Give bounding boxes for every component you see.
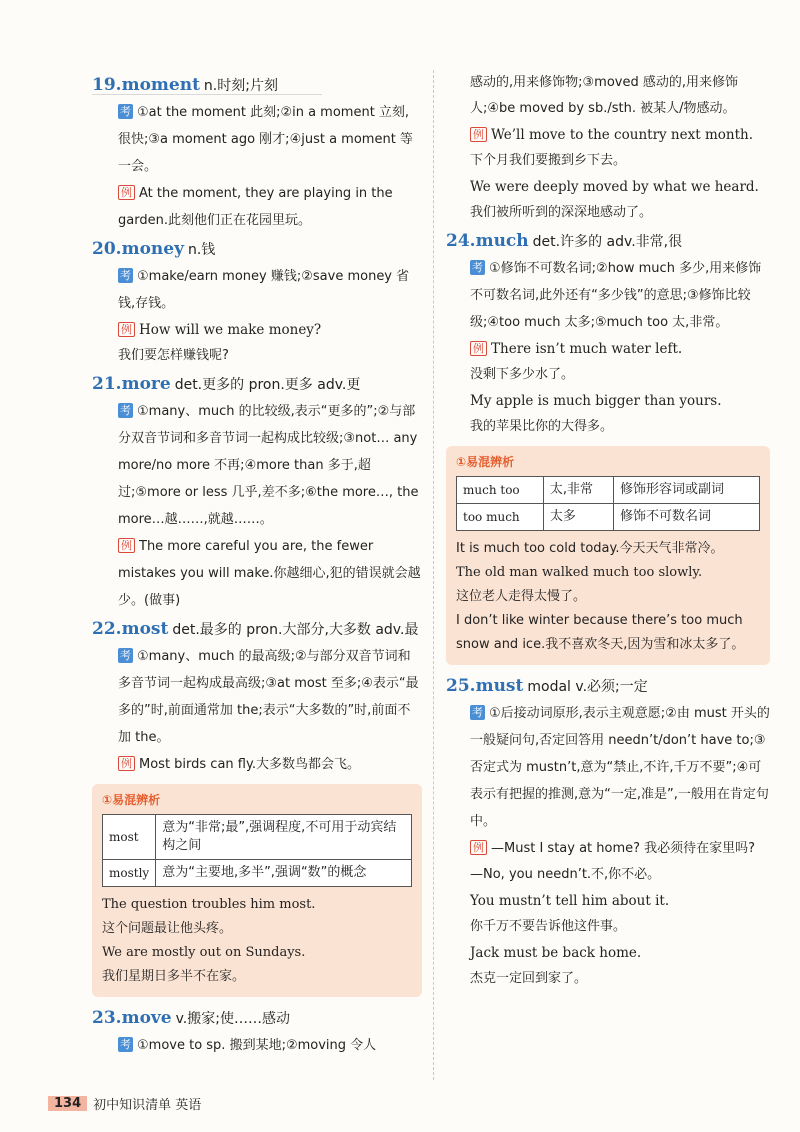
- usage-text: ①many、much 的最高级;②与部分双音节词和多音节词一起构成最高级;③at most 至多;④表示“最多的”时,前面通常加 the;表示“大多数的”时,前面不加 the。: [118, 649, 419, 745]
- usage-badge: 考: [120, 1038, 131, 1051]
- pos-meaning: det.许多的 adv.非常,很: [532, 234, 683, 250]
- table-row: [103, 860, 412, 887]
- column-divider: [433, 70, 434, 1080]
- usage-text: ①后接动词原形,表示主观意愿;②由 must 开头的一般疑问句,否定回答用 needn’t/don’t have to;③否定式为 mustn’t,意为“禁止,不许,千万不要”;④可表示有把握的推测,意为“一定,准是”,一般用在肯定句中。: [470, 706, 770, 829]
- left-column: [92, 70, 422, 1059]
- table-cell: 太,非常: [543, 477, 613, 504]
- example-en: How will we make money?: [139, 322, 322, 338]
- book-title: 初中知识清单 英语: [93, 1097, 202, 1113]
- table-row: [457, 477, 760, 504]
- usage-text: ①move to sp. 搬到某地;②moving 令人: [137, 1038, 377, 1053]
- example-text: —Must I stay at home? 我必须待在家里吗?: [491, 841, 756, 856]
- headword: 25.must: [446, 676, 524, 696]
- pos-meaning: n.钱: [187, 242, 216, 258]
- example-badge: 例: [118, 185, 135, 200]
- table-cell: most: [103, 815, 156, 860]
- table-row: [103, 815, 412, 860]
- usage-text-continued: 感动的,用来修饰物;③moved 感动的,用来修饰人;④be moved by sb./sth. 被某人/物感动。: [470, 75, 738, 116]
- confusion-line: I don’t like winter because there’s too much snow and ice.我不喜欢冬天,因为雪和冰太多了。: [456, 613, 745, 652]
- headword: 20.money: [92, 239, 184, 259]
- example-badge: 例: [470, 840, 487, 855]
- confusion-title: ①易混辨析: [102, 793, 161, 807]
- confusion-line: We are mostly out on Sundays.: [102, 945, 306, 960]
- confusion-line: 这位老人走得太慢了。: [456, 589, 587, 604]
- usage-badge: 考: [472, 706, 483, 719]
- table-cell: much too: [457, 477, 544, 504]
- headword: 22.most: [92, 619, 169, 639]
- confusion-line: It is much too cold today.今天天气非常冷。: [456, 541, 724, 556]
- table-cell: 意为“非常;最”,强调程度,不可用于动宾结构之间: [156, 815, 412, 860]
- table-row: [457, 504, 760, 531]
- pos-meaning: det.最多的 pron.大部分,大多数 adv.最: [172, 622, 419, 638]
- confusion-line: The question troubles him most.: [102, 897, 316, 912]
- example-badge: 例: [118, 538, 135, 553]
- pos-meaning: v.搬家;使……感动: [175, 1011, 290, 1027]
- confusion-line: The old man walked much too slowly.: [456, 565, 703, 580]
- usage-badge: 考: [120, 269, 131, 282]
- table-cell: 修饰不可数名词: [613, 504, 759, 531]
- example-text: There isn’t much water left.: [491, 341, 683, 357]
- example-text: 下个月我们要搬到乡下去。: [470, 153, 627, 168]
- example-text: My apple is much bigger than yours.: [470, 393, 722, 409]
- usage-badge: 考: [472, 261, 483, 274]
- example-text: 你千万不要告诉他这件事。: [470, 919, 627, 934]
- confusion-table: [102, 814, 412, 887]
- usage-badge: 考: [120, 105, 131, 118]
- pos-meaning: modal v.必须;一定: [527, 679, 648, 695]
- headword: 23.move: [92, 1008, 172, 1028]
- pos-meaning: n.时刻;片刻: [203, 78, 278, 94]
- example-badge: 例: [470, 127, 487, 142]
- right-column: [446, 70, 770, 992]
- example-badge: 例: [470, 341, 487, 356]
- entry-much: [446, 228, 770, 440]
- example-text: 杰克一定回到家了。: [470, 971, 588, 986]
- confusion-box-much: [446, 446, 770, 665]
- example-badge: 例: [118, 322, 135, 337]
- entry-more: [92, 371, 422, 614]
- usage-text: ①修饰不可数名词;②how much 多少,用来修饰不可数名词,此外还有“多少钱”的意思;③修饰比较级;④too much 太多;⑤much too 太,非常。: [470, 261, 762, 330]
- usage-text: ①many、much 的比较级,表示“更多的”;②与部分双音节词和多音节词一起构成比较级;③not… any more/no more 不再;④more than 多于,超过;⑤more or less 几乎,差不多;⑥the more…, the more…越……,就越……。: [118, 404, 419, 527]
- confusion-line: 我们星期日多半不在家。: [102, 969, 246, 984]
- example-text: 我的苹果比你的大得多。: [470, 419, 614, 434]
- example-text: Most birds can fly.大多数鸟都会飞。: [139, 757, 360, 772]
- headword: 19.moment: [92, 75, 200, 95]
- usage-badge: 考: [120, 649, 131, 662]
- entry-move: [92, 1005, 422, 1059]
- example-text: 我们被所听到的深深地感动了。: [470, 205, 653, 220]
- entry-must: [446, 673, 770, 992]
- usage-badge: 考: [120, 404, 131, 417]
- example-text: 没剩下多少水了。: [470, 367, 575, 382]
- page-footer: [48, 1093, 201, 1113]
- page-number: 134: [48, 1096, 87, 1111]
- example-text: —No, you needn’t.不,你不必。: [470, 867, 661, 882]
- usage-text: ①at the moment 此刻;②in a moment 立刻,很快;③a moment ago 刚才;④just a moment 等一会。: [118, 105, 413, 174]
- example-text: Jack must be back home.: [470, 945, 642, 961]
- table-cell: 修饰形容词或副词: [613, 477, 759, 504]
- example-text: You mustn’t tell him about it.: [470, 893, 670, 909]
- usage-text: ①make/earn money 赚钱;②save money 省钱,存钱。: [118, 269, 410, 311]
- confusion-line: 这个问题最让他头疼。: [102, 921, 233, 936]
- example-badge: 例: [118, 756, 135, 771]
- table-cell: too much: [457, 504, 544, 531]
- headword: 21.more: [92, 374, 171, 394]
- confusion-box-most: [92, 784, 422, 997]
- entry-most: [92, 616, 422, 778]
- confusion-table: [456, 476, 760, 531]
- entry-money: [92, 236, 422, 369]
- entry-moment: [92, 72, 422, 234]
- example-text: At the moment, they are playing in the garden.此刻他们正在花园里玩。: [118, 186, 393, 228]
- pos-meaning: det.更多的 pron.更多 adv.更: [174, 377, 361, 393]
- table-cell: mostly: [103, 860, 156, 887]
- table-cell: 太多: [543, 504, 613, 531]
- confusion-title: ①易混辨析: [456, 455, 515, 469]
- example-text: The more careful you are, the fewer mistakes you will make.你越细心,犯的错误就会越少。(做事): [118, 539, 421, 608]
- example-text: We’ll move to the country next month.: [491, 127, 753, 143]
- headword: 24.much: [446, 231, 529, 251]
- example-text: We were deeply moved by what we heard.: [470, 179, 759, 195]
- table-cell: 意为“主要地,多半”,强调“数”的概念: [156, 860, 412, 887]
- example-zh: 我们要怎样赚钱呢?: [118, 348, 229, 363]
